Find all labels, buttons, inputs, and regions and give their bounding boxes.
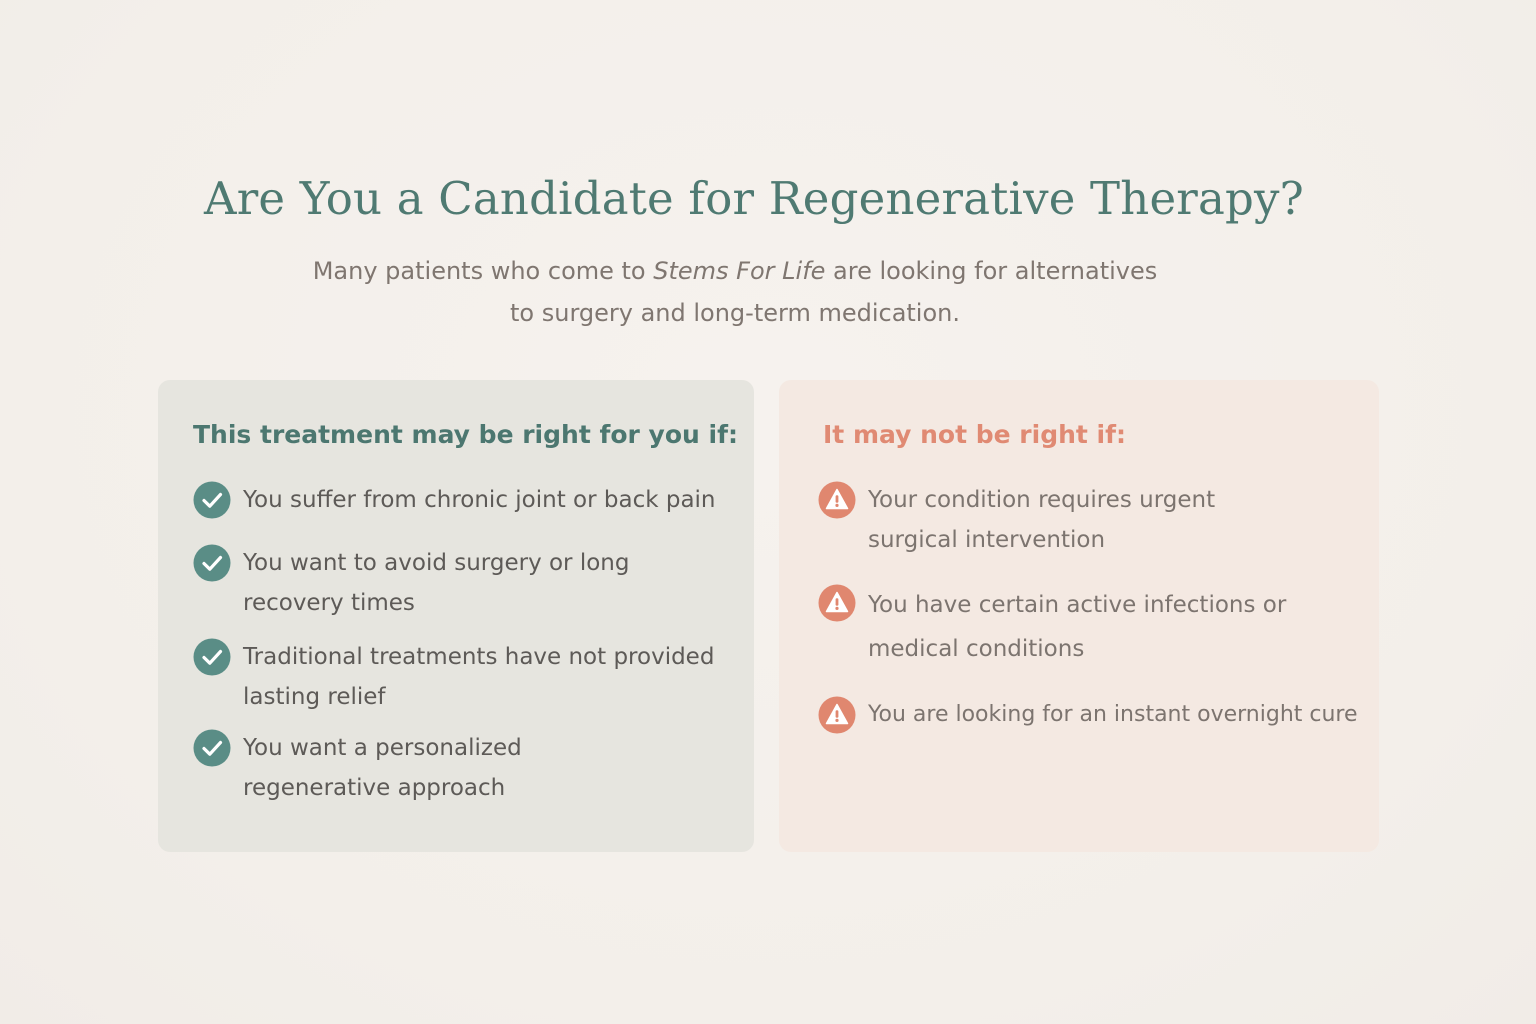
candidate-item	[193, 480, 723, 520]
candidate-panel	[158, 380, 754, 852]
subtitle-text-end: are looking for alternatives to surgery and long-term medication.	[510, 257, 1158, 327]
subtitle-text-start: Many patients who come to	[312, 257, 654, 285]
check-circle-icon	[193, 729, 231, 767]
candidate-item-text: You want to avoid surgery or long recovery times	[243, 550, 630, 616]
non-candidate-item-text: You have certain active infections or medical conditions	[868, 592, 1287, 662]
candidate-item-text: You suffer from chronic joint or back pain	[243, 487, 716, 513]
non-candidate-panel	[779, 380, 1379, 852]
non-candidate-item	[818, 480, 1288, 560]
candidate-item-text: You want a personalized regenerative approach	[243, 735, 522, 801]
non-candidate-item-text: You are looking for an instant overnight cure	[868, 702, 1358, 727]
candidate-item	[193, 728, 673, 808]
brand-name: Stems For Life	[653, 257, 826, 285]
check-circle-icon	[193, 544, 231, 582]
non-candidate-panel-heading: It may not be right if:	[823, 420, 1126, 449]
candidate-item	[193, 543, 633, 623]
warning-triangle-icon	[818, 584, 856, 622]
candidate-item-text: Traditional treatments have not provided lasting relief	[243, 644, 715, 710]
check-circle-icon	[193, 638, 231, 676]
check-circle-icon	[193, 481, 231, 519]
warning-triangle-icon	[818, 696, 856, 734]
non-candidate-item	[818, 583, 1328, 671]
page-title: Are You a Candidate for Regenerative Therapy?	[204, 172, 1304, 225]
warning-triangle-icon	[818, 481, 856, 519]
non-candidate-item-text: Your condition requires urgent surgical intervention	[868, 487, 1216, 553]
candidate-panel-heading: This treatment may be right for you if:	[193, 420, 738, 449]
candidate-item	[193, 637, 723, 717]
non-candidate-item	[818, 695, 1373, 735]
page-subtitle	[300, 250, 1170, 334]
